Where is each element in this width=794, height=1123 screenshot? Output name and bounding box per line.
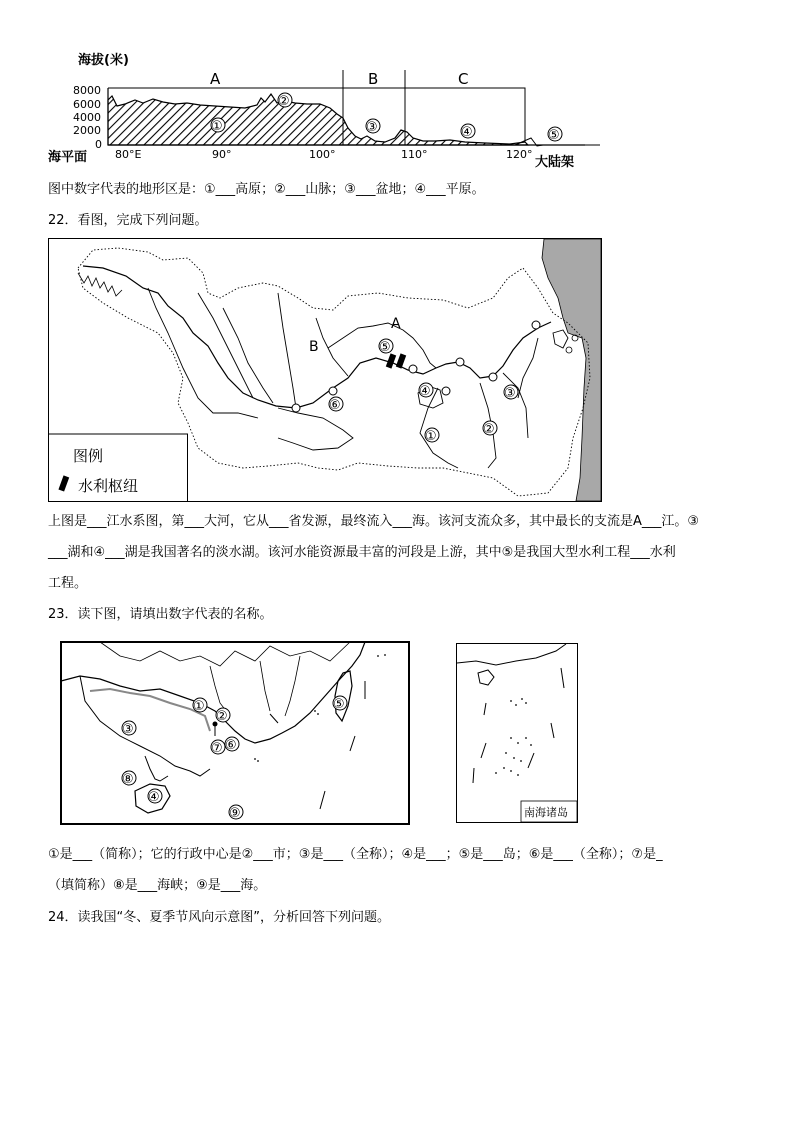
q23-text-line-2: （填简称）⑧是___海峡；⑨是___海。 xyxy=(48,878,267,893)
y-tick-8000: 8000 xyxy=(73,84,101,97)
q22-text-line-2: ___湖和④___湖是我国著名的淡水湖。该河水能资源最丰富的河段是上游，其中⑤是我国大型水利工程___水利 xyxy=(48,545,676,560)
map22-marker-5: ⑤ xyxy=(379,340,391,355)
inset-map-svg xyxy=(456,643,578,823)
section-a-label: A xyxy=(210,70,221,88)
marker-1: ① xyxy=(211,119,223,134)
q23-text-line-1: ①是___（简称）；它的行政中心是②___市；③是___（全称）；④是___；⑤是___岛；⑥是___（全称）；⑦是_ xyxy=(48,847,663,862)
y-tick-4000: 4000 xyxy=(73,111,101,124)
q22-text-line-1: 上图是___江水系图，第___大河，它从___省发源，最终流入___海。该河支流众多，其中最长的支流是A___江。③ xyxy=(48,514,700,529)
south-china-map-svg xyxy=(60,641,410,825)
x-tick-100: 100° xyxy=(309,148,336,161)
map23-marker-4: ④ xyxy=(148,790,160,805)
map22-marker-6: ⑥ xyxy=(329,398,341,413)
q24-heading: 24．读我国“冬、夏季节风向示意图”，分析回答下列问题。 xyxy=(48,910,391,925)
x-tick-90: 90° xyxy=(212,148,232,161)
q22-heading: 22．看图，完成下列问题。 xyxy=(48,213,208,228)
map22-marker-4: ④ xyxy=(419,384,431,399)
label-b: B xyxy=(309,339,319,355)
q22-text-line-3: 工程。 xyxy=(48,576,88,591)
inset-label: 南海诸岛 xyxy=(524,806,568,819)
yangtze-river-map xyxy=(48,238,602,502)
map23-marker-7: ⑦ xyxy=(211,741,223,756)
profile-title: 海拔(米) xyxy=(78,53,129,68)
marker-2: ② xyxy=(278,94,290,109)
map22-marker-1: ① xyxy=(425,429,437,444)
shelf-label: 大陆架 xyxy=(535,155,575,170)
map22-marker-2: ② xyxy=(483,422,495,437)
marker-5: ⑤ xyxy=(548,128,560,143)
map23-marker-2: ② xyxy=(216,709,228,724)
map23-marker-3: ③ xyxy=(122,722,134,737)
y-tick-0: 0 xyxy=(95,138,102,151)
map23-marker-9: ⑨ xyxy=(229,806,241,821)
section-c-label: C xyxy=(458,70,469,88)
river-map-svg xyxy=(48,238,602,502)
map23-marker-5: ⑤ xyxy=(333,697,345,712)
marker-3: ③ xyxy=(366,120,378,135)
legend-item: 水利枢纽 xyxy=(78,477,139,495)
sea-level-label: 海平面 xyxy=(48,150,88,165)
south-china-map xyxy=(60,641,410,825)
legend-title: 图例 xyxy=(73,447,104,465)
q21-question-text: 图中数字代表的地形区是：①___高原；②___山脉；③___盆地；④___平原。 xyxy=(48,182,485,197)
x-tick-120: 120° xyxy=(506,148,533,161)
section-b-label: B xyxy=(368,70,379,88)
marker-4: ④ xyxy=(461,125,473,140)
map22-marker-3: ③ xyxy=(504,386,516,401)
terrain-profile-figure xyxy=(45,48,605,176)
y-tick-2000: 2000 xyxy=(73,124,101,137)
q23-heading: 23．读下图，请填出数字代表的名称。 xyxy=(48,607,273,622)
map-legend xyxy=(49,434,188,502)
terrain-profile-svg xyxy=(45,48,605,176)
x-tick-110: 110° xyxy=(401,148,428,161)
label-a: A xyxy=(391,316,401,332)
map23-marker-1: ① xyxy=(193,699,205,714)
map23-marker-8: ⑧ xyxy=(122,772,134,787)
south-china-sea-inset xyxy=(456,643,578,823)
x-tick-80e: 80°E xyxy=(115,148,142,161)
y-tick-6000: 6000 xyxy=(73,98,101,111)
map23-marker-6: ⑥ xyxy=(225,738,237,753)
